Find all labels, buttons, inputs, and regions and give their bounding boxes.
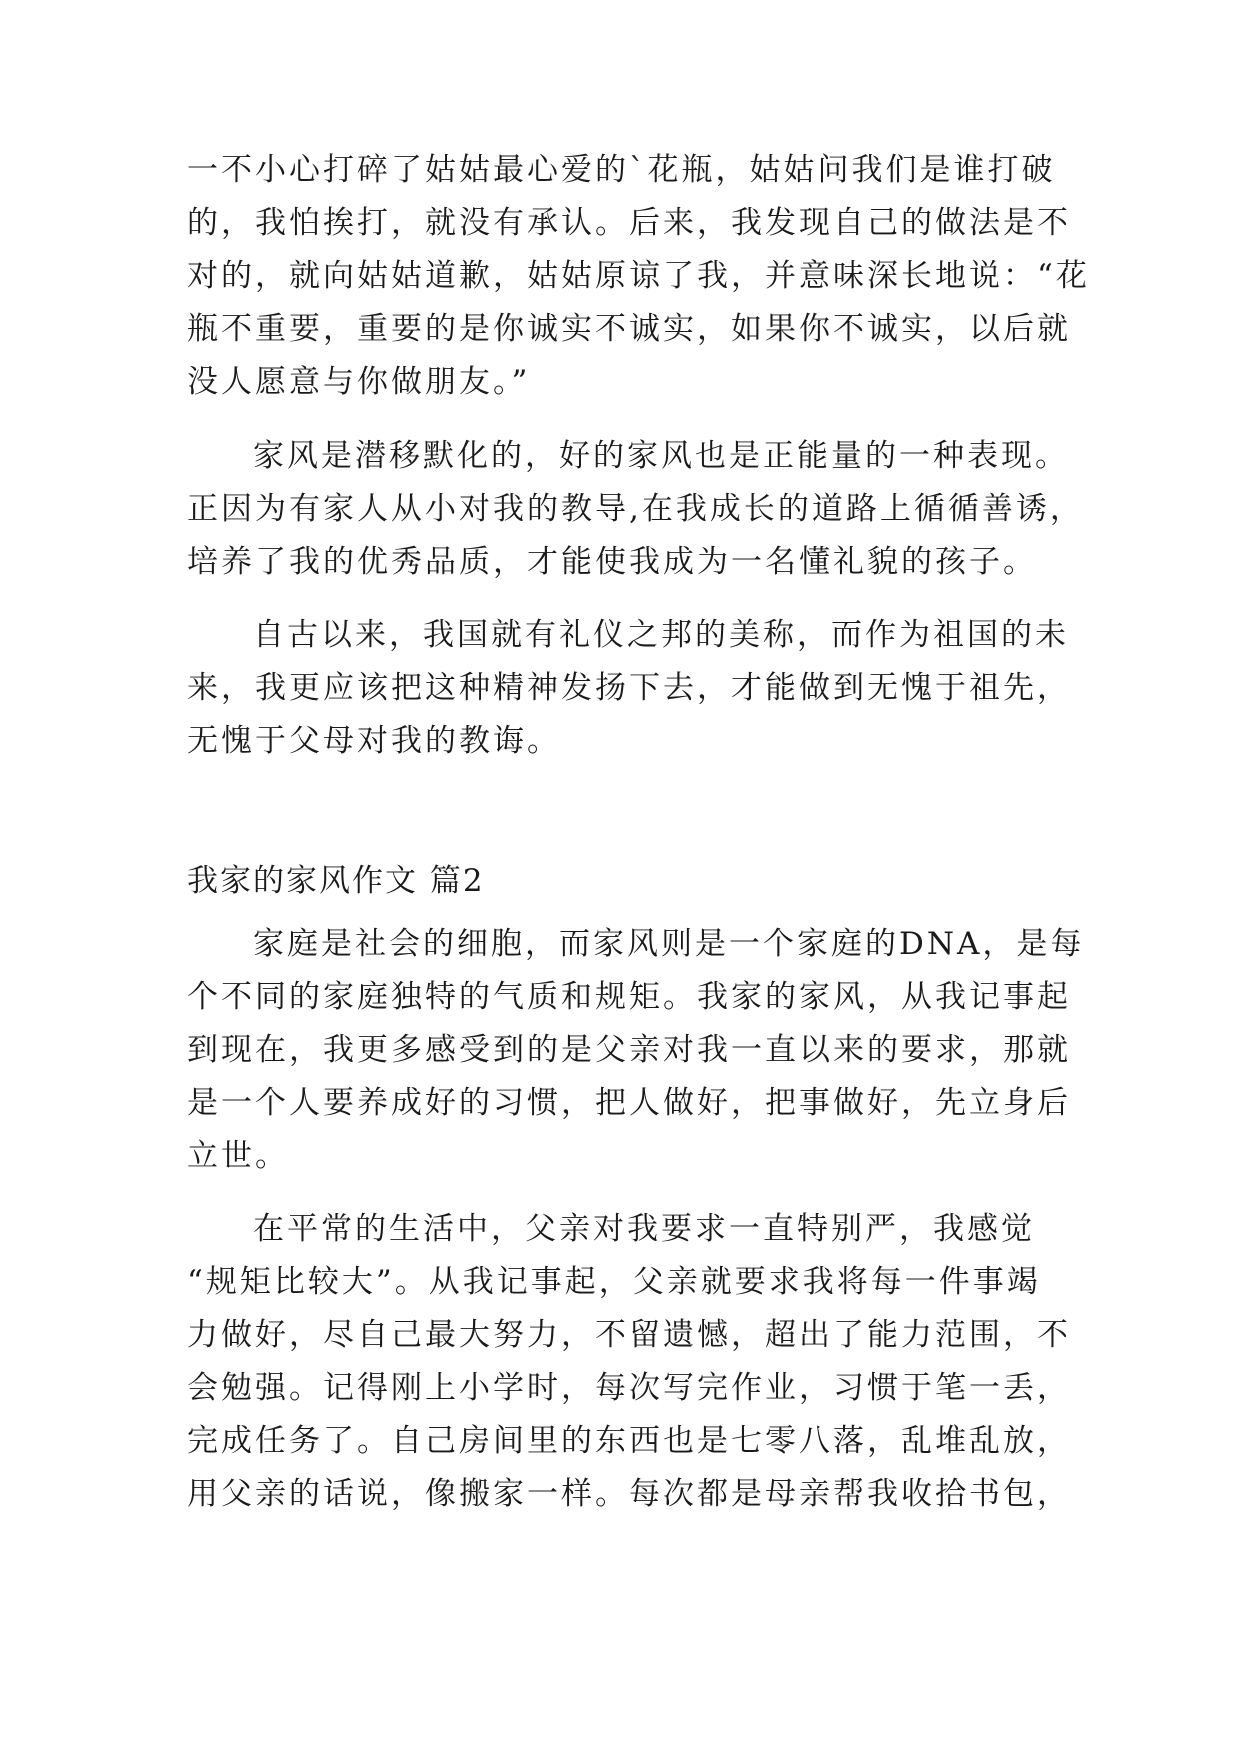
- text-line: 到现在，我更多感受到的是父亲对我一直以来的要求，那就: [187, 1032, 1071, 1068]
- text-line: 会勉强。记得刚上小学时，每次写完作业，习惯于笔一丢，: [187, 1370, 1071, 1406]
- text-line: 自古以来，我国就有礼仪之邦的美称，而作为祖国的未: [253, 617, 1069, 653]
- text-line: 立世。: [187, 1138, 289, 1174]
- text-line: 一不小心打碎了姑姑最心爱的`花瓶，姑姑问我们是谁打破: [187, 152, 1056, 188]
- text-line: 家庭是社会的细胞，而家风则是一个家庭的DNA，是每: [253, 926, 1085, 962]
- text-line: 完成任务了。自己房间里的东西也是七零八落，乱堆乱放，: [187, 1423, 1071, 1459]
- text-line: 来，我更应该把这种精神发扬下去，才能做到无愧于祖先，: [187, 670, 1071, 706]
- text-line: 没人愿意与你做朋友。”: [187, 364, 531, 400]
- text-line: 在平常的生活中，父亲对我要求一直特别严，我感觉: [253, 1211, 1035, 1247]
- text-line: 的，我怕挨打，就没有承认。后来，我发现自己的做法是不: [187, 205, 1071, 241]
- section-heading: 我家的家风作文 篇2: [187, 863, 485, 899]
- text-line: 对的，就向姑姑道歉，姑姑原谅了我，并意味深长地说：“花: [187, 258, 1090, 294]
- text-line: 培养了我的优秀品质，才能使我成为一名懂礼貌的孩子。: [187, 544, 1037, 580]
- text-line: 力做好，尽自己最大努力，不留遗憾，超出了能力范围，不: [187, 1317, 1071, 1353]
- text-line: 是一个人要养成好的习惯，把人做好，把事做好，先立身后: [187, 1085, 1071, 1121]
- text-line: 瓶不重要，重要的是你诚实不诚实，如果你不诚实，以后就: [187, 311, 1071, 347]
- text-line: 用父亲的话说，像搬家一样。每次都是母亲帮我收拾书包，: [187, 1476, 1071, 1512]
- text-line: “规矩比较大”。从我记事起，父亲就要求我将每一件事竭: [187, 1264, 1041, 1300]
- text-line: 家风是潜移默化的，好的家风也是正能量的一种表现。: [253, 438, 1069, 474]
- text-line: 正因为有家人从小对我的教导,在我成长的道路上循循善诱，: [187, 491, 1084, 527]
- text-line: 个不同的家庭独特的气质和规矩。我家的家风，从我记事起: [187, 979, 1071, 1015]
- text-line: 无愧于父母对我的教诲。: [187, 723, 561, 759]
